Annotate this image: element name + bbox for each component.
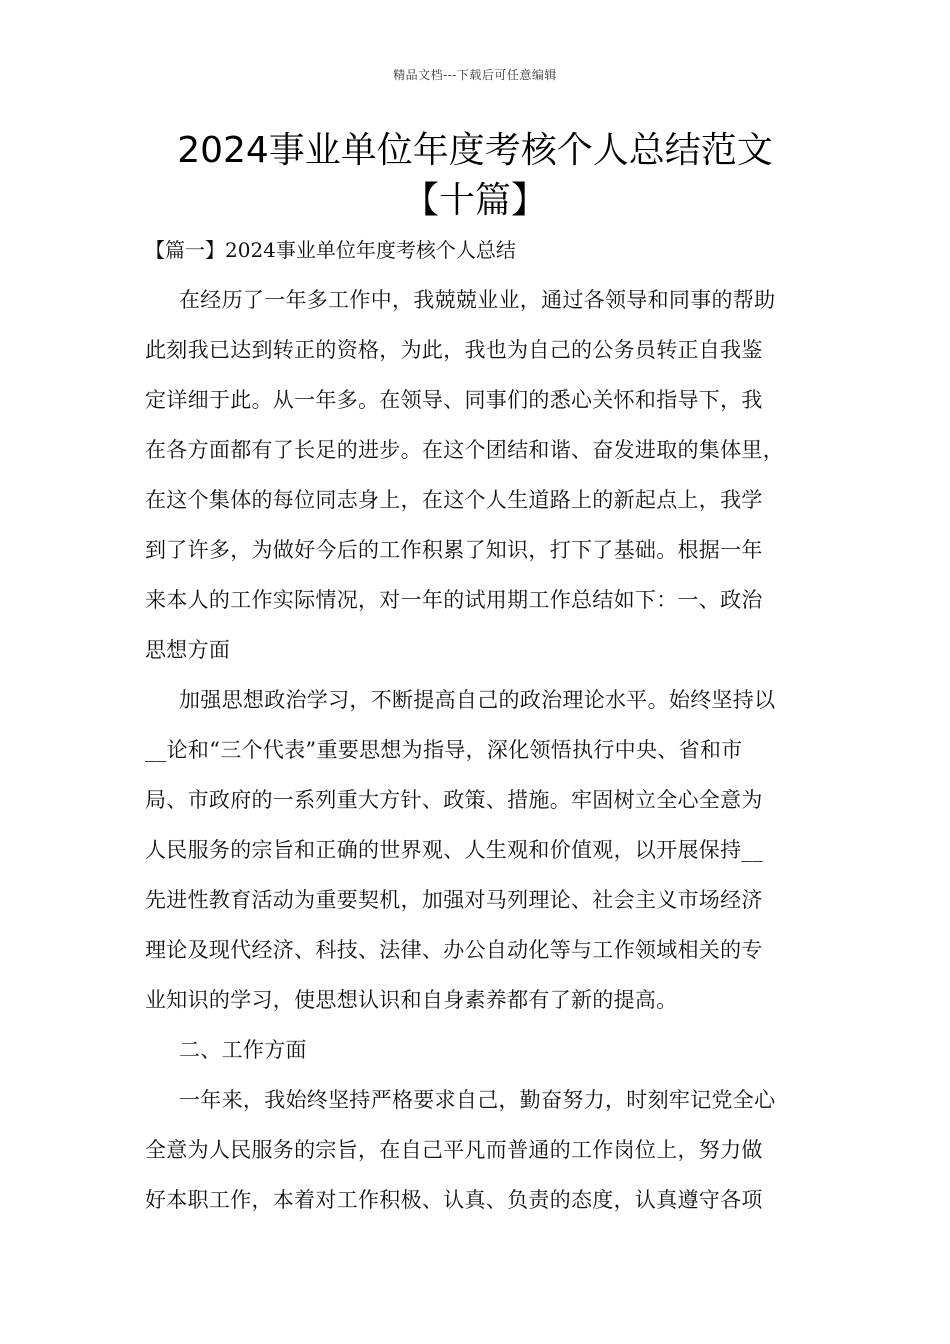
- paragraph-line: 一年来，我始终坚持严格要求自己，勤奋努力，时刻牢记党全心: [179, 1088, 776, 1112]
- paragraph-line: 全意为人民服务的宗旨，在自己平凡而普通的工作岗位上，努力做: [145, 1138, 763, 1162]
- paragraph-line: 在经历了一年多工作中，我兢兢业业，通过各领导和同事的帮助: [179, 288, 776, 312]
- paragraph-line: 加强思想政治学习，不断提高自己的政治理论水平。始终坚持以: [179, 688, 776, 712]
- paragraph-line: 思想方面: [145, 638, 231, 662]
- paragraph-line: 此刻我已达到转正的资格，为此，我也为自己的公务员转正自我鉴: [145, 338, 763, 362]
- paragraph-line: 在各方面都有了长足的进步。在这个团结和谐、奋发进取的集体里，: [145, 438, 784, 462]
- paragraph-line: 在这个集体的每位同志身上，在这个人生道路上的新起点上，我学: [145, 488, 763, 512]
- paragraph-line: 到了许多，为做好今后的工作积累了知识，打下了基础。根据一年: [145, 538, 763, 562]
- paragraph-line: __论和“三个代表”重要思想为指导，深化领悟执行中央、省和市: [145, 738, 743, 762]
- paragraph-line: 定详细于此。从一年多。在领导、同事们的悉心关怀和指导下，我: [145, 388, 763, 412]
- body-text: [145, 285, 825, 1235]
- subsection-heading: 二、工作方面: [179, 1038, 307, 1062]
- paragraph-line: 来本人的工作实际情况，对一年的试用期工作总结如下：一、政治: [145, 588, 763, 612]
- paragraph-line: 先进性教育活动为重要契机，加强对马列理论、社会主义市场经济: [145, 888, 763, 912]
- paragraph-line: 理论及现代经济、科技、法律、办公自动化等与工作领域相关的专: [145, 938, 763, 962]
- title-line-1: 2024事业单位年度考核个人总结范文: [177, 130, 773, 171]
- document-title: [60, 126, 890, 226]
- paragraph-line: 人民服务的宗旨和正确的世界观、人生观和价值观，以开展保持__: [145, 838, 763, 862]
- paragraph-line: 业知识的学习，使思想认识和自身素养都有了新的提高。: [145, 988, 678, 1012]
- title-line-2: 【十篇】: [402, 180, 547, 221]
- paragraph-line: 好本职工作，本着对工作积极、认真、负责的态度，认真遵守各项: [145, 1188, 763, 1212]
- section-heading: 【篇一】2024事业单位年度考核个人总结: [145, 238, 516, 262]
- header-note: 精品文档---下载后可任意编辑: [393, 68, 557, 82]
- paragraph-line: 局、市政府的一系列重大方针、政策、措施。牢固树立全心全意为: [145, 788, 763, 812]
